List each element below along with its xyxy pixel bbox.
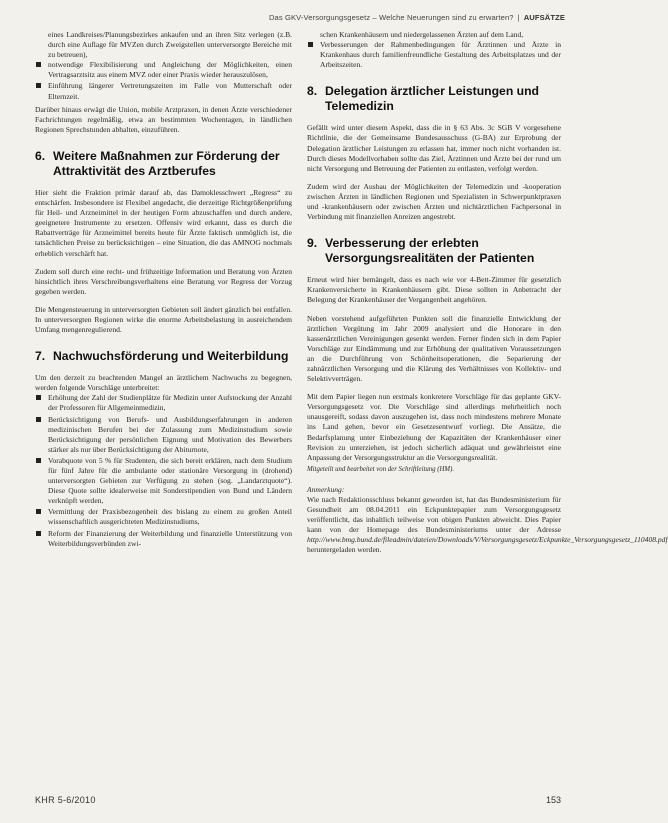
download-url-link[interactable]: http://www.bmg.bund.de/fileadmin/dateien/Downloads/V/Versorgungsgesetz/Eckpunkte_Versorgungsgesetz_110408.pdf [307, 535, 668, 545]
square-bullet-icon [36, 62, 41, 67]
section-7-intro: Um den derzeit zu beachtenden Mangel an ärztlichem Nachwuchs zu begegnen, werden folgende Vorschläge unterbreitet: [35, 373, 292, 393]
list-item [35, 60, 292, 80]
section-number: 8. [307, 84, 318, 99]
section-7-heading [35, 349, 292, 364]
list-item-text: Erhöhung der Zahl der Studienplätze für Medizin unter Aufstockung der Anzahl der Professoren für Allgemeinmedizin, [48, 393, 292, 413]
header-section: AUFSÄTZE [523, 13, 565, 22]
annotation-text [307, 495, 668, 556]
list-item [35, 456, 292, 506]
square-bullet-icon [36, 395, 41, 400]
section-title: Nachwuchsförderung und Weiterbildung [53, 349, 289, 364]
editorial-note: Mitgeteilt und bearbeitet von der Schriftleitung (HM). [307, 465, 455, 473]
list-item [35, 415, 292, 455]
section-6-paragraph: Hier sieht die Fraktion primär darauf ab, das Damoklesschwert „Regress“ zu entschärfen. Insbesondere ist Flexibel angedacht, die derzeitige Richtgrößenprüfung für Heil- und Arzneimittel in der heutigen Form abzuschaffen und durch andere, geeignetere Instrumente zu ersetzen. Offensiv wird erkannt, dass es durch die Rabattverträge für Arzneimittel bereits heute für Ärzte faktisch unmöglich ist, die tatsächlichen Preise zu berücksichtigen – eine Situation, die das AMNOG nochmals erheblich verschärft hat. [35, 187, 292, 258]
annotation-text-after-url: heruntergeladen werden. [307, 545, 382, 555]
section-6-paragraph: Zudem soll durch eine recht- und frühzeitige Information und Beratung von Ärzten hinsichtlich ihres Verschreibungsverhaltens eine Beratung vor Regress der Vorzug gegeben werden. [35, 266, 292, 296]
section-number: 7. [35, 349, 46, 364]
left-top-continuation: eines Landkreises/Planungsbezirkes ankaufen und an ihren Sitz verlegen (z.B. durch eine Auflage für MVZen durch Zweigstellen unterversorgte Bereiche mit zu betreuen), [48, 30, 292, 60]
running-header [269, 13, 565, 22]
square-bullet-icon [36, 417, 41, 422]
list-item [307, 40, 561, 70]
section-8-paragraph: Gefällt wird unter diesem Aspekt, dass die in § 63 Abs. 3c SGB V vorgesehene Richtlinie, die der Gemeinsame Bundesausschuss (G-BA) zur Erprobung der Delegation ärztlicher Leistungen zu erlassen hat, immer noch nicht vorhanden ist. Durch dieses Modellvorhaben sollte das Ziel, Ärztinnen und Ärzte bei der rund um nicht Versorgung und Betreuung der Patienten zu entlasten, verfolgt werden. [307, 123, 561, 173]
list-item-text: Vorabquote von 5 % für Studenten, die sich bereit erklären, nach dem Studium für fünf Jahre für die ambulante oder stationäre Versorgung in (drohend) unterversorgten Gebieten zur Verfügung zu stehen (sog. „Landarztquote“). Diese Quote sollte idealerweise mit Sonderstipendien von Bund und Ländern verknüpft werden, [48, 455, 292, 506]
header-title: Das GKV-Versorgungsgesetz – Welche Neuerungen sind zu erwarten? [268, 13, 514, 22]
list-item-text: Berücksichtigung von Berufs- und Ausbildungserfahrungen in anderen medizinischen Berufen bei der Zulassung zum Medizinstudium sowie Berücksichtigung der persönlichen Eignung und Motivation des Bewerbers stärker als nur über Berücksichtigung der Abiturnote, [48, 414, 292, 454]
right-top-bullets [307, 40, 561, 70]
square-bullet-icon [36, 531, 41, 536]
list-item [35, 81, 292, 101]
annotation-title: Anmerkung: [307, 484, 345, 494]
section-8-paragraph: Zudem wird der Ausbau der Möglichkeiten der Telemedizin und -kooperation zwischen Ärzten in ländlichen Regionen und Spezialisten in Schwerpunktpraxen und -krankenhäusern oder zwischen Ärzten und nichtärztlichen Fachpersonal in Verbindung mit finanziellen Anreizen angestrebt. [307, 181, 561, 222]
section-9-paragraph: Mit dem Papier liegen nun erstmals konkretere Vorschläge für das geplante GKV-Versorgungsgesetz vor. Die Vorschläge sind allerdings mehrheitlich noch unausgereift, sodass davon auszugehen ist, dass noch mindestens mehrere Monate ins Land gehen, bevor ein Gesetzesentwurf vorliegt. Die Ansätze, die Bedarfsplanung unter Einbeziehung der Kapazitäten der Krankenhäuser einer Revision zu unterziehen, ist jedoch sicherlich adäquat und gewährleistet eine Anpassung der Versorgungsstruktur an die Versorgungsrealität. [307, 392, 561, 462]
section-7-bullets [35, 393, 292, 548]
square-bullet-icon [36, 458, 41, 463]
page-number: 153 [545, 795, 561, 805]
section-title: Delegation ärztlicher Leistungen und Telemedizin [325, 84, 539, 114]
square-bullet-icon [36, 83, 41, 88]
list-item-text: Vermittlung der Praxisbezogenheit des bislang zu einem zu großen Anteil wissenschaftlich ausgerichteten Medizinstudiums, [48, 507, 292, 527]
header-separator: | [517, 13, 520, 22]
section-title: Verbesserung der erlebten Versorgungsrealitäten der Patienten [325, 236, 535, 266]
list-item [35, 507, 292, 527]
list-item [35, 529, 292, 549]
right-top-continuation: schen Krankenhäusern und niedergelassenen Ärzten auf dem Land, [320, 30, 524, 39]
list-item-text: Reform der Finanzierung der Weiterbildung und finanzielle Unterstützung von Weiterbildungsverbünden zwi- [48, 528, 292, 548]
section-6-heading [35, 149, 292, 179]
paragraph-union: Darüber hinaus erwägt die Union, mobile Arztpraxen, in denen Ärzte verschiedener Fachrichtungen regelmäßig, etwa an bestimmten Wochentagen, in ländlichen Regionen Sprechstunden abhalten, einzuführen. [35, 104, 292, 134]
section-9-heading [307, 236, 561, 266]
left-column [35, 30, 292, 552]
section-title: Weitere Maßnahmen zur Förderung der Attraktivität des Arztberufes [53, 148, 280, 178]
section-8-heading [307, 84, 561, 114]
list-item-text: Verbesserungen der Rahmenbedingungen für Ärztinnen und Ärzte in Krankenhaus durch familienfreundliche Gestaltung des Arbeitsplatzes und der Arbeitszeiten. [320, 40, 561, 70]
section-6-paragraph: Die Mengensteuerung in unterversorgten Gebieten soll ändert gänzlich bei entfallen. In unterversorgten Regionen wirke die enorme Arbeitsbelastung in ausreichendem Umfang mengenregulierend. [35, 304, 292, 335]
annotation-text-before-url: Wie nach Redaktionsschluss bekannt geworden ist, hat das Bundesministerium für Gesundheit am 08.04.2011 ein Eckpunktepapier zum Versorgungsgesetz veröffentlicht, das inhaltlich teilweise von obigen Punkten abweicht. Dies Papier kann von der Homepage des Bundesministeriums unter der Adresse [307, 495, 561, 535]
list-item [35, 393, 292, 413]
section-number: 6. [35, 148, 46, 163]
right-column [307, 30, 668, 564]
left-top-bullets [35, 60, 292, 101]
list-item-text: Einführung längerer Vertretungszeiten im Falle von Mutterschaft oder Elternzeit. [48, 81, 292, 101]
list-item-text: notwendige Flexibilisierung und Angleichung der Möglichkeiten, einen Vertragsarztsitz aus einem MVZ oder einer Praxis wieder herauszulösen, [48, 60, 292, 80]
section-9-paragraph: Erneut wird hier bemängelt, dass es nach wie vor 4-Bett-Zimmer für gesetzlich Krankenversicherte in Krankenhäusern gibt. Diese sollten in Anbetracht der Belegung der Krankenhäuser der Vergangenheit angehören. [307, 275, 561, 305]
journal-issue: KHR 5-6/2010 [35, 795, 96, 805]
section-9-paragraph: Neben vorstehend aufgeführten Punkten soll die finanzielle Entwicklung der ärztlichen Vergütung im Jahr 2009 analysiert und die Honorare in den kassenärztlichen Vereinigungen gesenkt werden. Ferner finden sich in dem Papier Vorschläge zur Eindämmung und zur Erhöhung der qualitativen Voraussetzungen an die Durchführung von Schönheitsoperationen, die Separierung der zahnärztlichen Versorgung und die Klärung des Verhältnisses von Kollektiv- und Selektivverträgen. [307, 313, 561, 384]
section-number: 9. [307, 236, 318, 251]
square-bullet-icon [308, 42, 313, 47]
square-bullet-icon [36, 509, 41, 514]
